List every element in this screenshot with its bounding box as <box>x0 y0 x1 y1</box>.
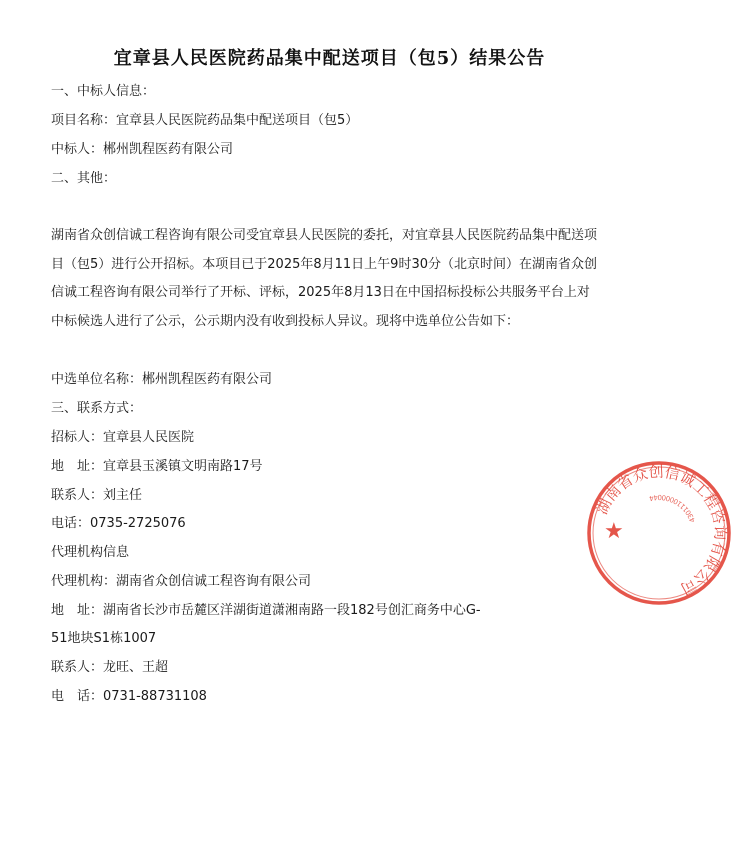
winner-name: 中标人：郴州凯程医药有限公司 <box>51 142 234 157</box>
tenderer-phone: 电话：0735-2725076 <box>51 516 186 531</box>
agency-heading: 代理机构信息 <box>51 545 130 560</box>
project-name: 项目名称：宜章县人民医院药品集中配送项目（包5） <box>51 113 359 128</box>
agency-phone: 电 话：0731-88731108 <box>51 689 207 704</box>
section1-heading: 一、中标人信息： <box>51 84 156 99</box>
agency-address-line2: 51地块S1栋1007 <box>51 631 157 646</box>
section3-heading: 三、联系方式： <box>51 401 143 416</box>
selected-unit: 中选单位名称：郴州凯程医药有限公司 <box>51 372 273 387</box>
section2-heading: 二、其他： <box>51 171 117 186</box>
agency-contact: 联系人：龙旺、王超 <box>51 660 169 675</box>
seal-text: 湖南省众创信诚工程咨询有限公司 <box>592 462 730 598</box>
company-seal-stamp <box>584 458 734 608</box>
tenderer-contact: 联系人：刘主任 <box>51 488 143 503</box>
tenderer-address: 地 址：宜章县玉溪镇文明南路17号 <box>51 459 263 474</box>
agency-name: 代理机构：湖南省众创信诚工程咨询有限公司 <box>51 574 312 589</box>
seal-code: 4301110000044 <box>648 492 698 524</box>
seal-star-icon: ★ <box>604 519 624 544</box>
tenderer: 招标人：宜章县人民医院 <box>51 430 195 445</box>
document-title: 宜章县人民医院药品集中配送项目（包5）结果公告 <box>113 48 546 69</box>
announcement-paragraph: 湖南省众创信诚工程咨询有限公司受宜章县人民医院的委托，对宜章县人民医院药品集中配送项目（包5）进行公开招标。本项目已于2025年8月11日上午9时30分（北京时间）在湖南省众创信诚工程咨询有限公司举行了开标、评标，2025年8月13日在中国招标投标公共服务平台上对中标候选人进行了公示，公示期内没有收到投标人异议。现将中选单位公告如下： <box>51 228 598 329</box>
agency-address-line1: 地 址：湖南省长沙市岳麓区洋湖街道潇湘南路一段182号创汇商务中心G- <box>51 603 481 618</box>
